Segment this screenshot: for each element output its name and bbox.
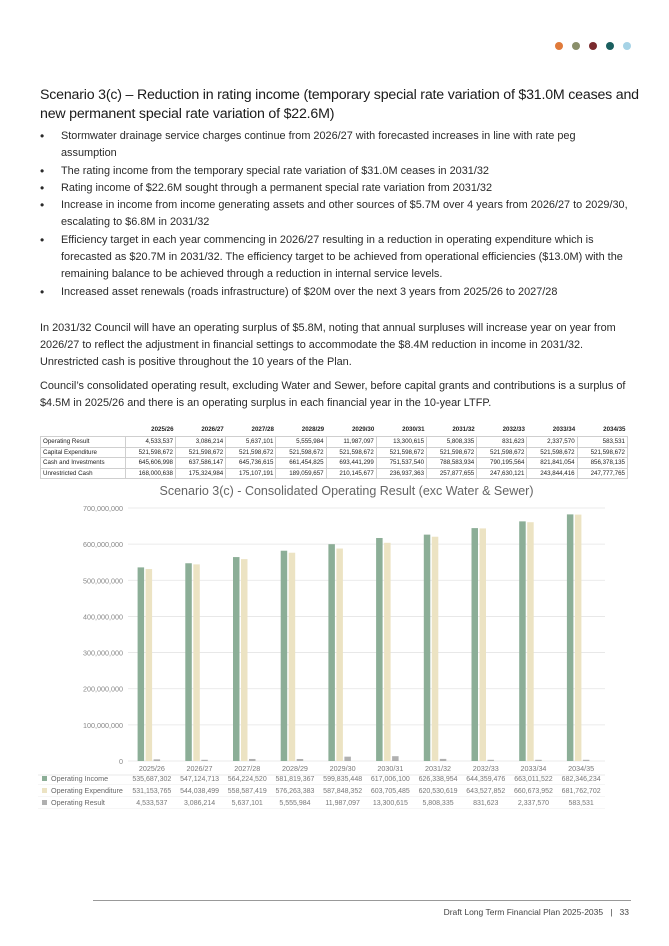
table-row xyxy=(41,437,628,448)
table-cell: 856,378,135 xyxy=(577,458,627,469)
bar-operating-result xyxy=(488,760,495,761)
legend-data-value: 599,835,448 xyxy=(323,776,363,783)
bar-operating-income xyxy=(233,557,240,761)
bar-operating-income xyxy=(185,563,192,761)
table-cell: 521,598,672 xyxy=(477,447,527,458)
table-cell: 189,059,657 xyxy=(276,468,326,479)
table-cell: 5,637,101 xyxy=(226,437,276,448)
bullet-item: • Stormwater drainage service charges continue from 2026/27 with forecasted increases in line with rate peg assumption xyxy=(40,128,630,163)
table-header-year: 2033/34 xyxy=(552,425,576,433)
x-tick-label: 2031/32 xyxy=(425,764,452,773)
bar-operating-result xyxy=(535,760,542,761)
x-tick-label: 2030/31 xyxy=(377,764,404,773)
bar-operating-income xyxy=(138,567,145,761)
table-header-year: 2034/35 xyxy=(603,425,626,433)
bar-operating-expenditure xyxy=(575,515,582,761)
page-footer xyxy=(444,907,629,917)
table-cell: 175,324,984 xyxy=(176,468,226,479)
bullet-item: • Increase in income from income generating assets and other sources of $5.7M over 4 years from 2026/27 to 2029/30, escalating to $6.8M in 2031/32 xyxy=(40,197,630,232)
table-cell: 13,300,615 xyxy=(376,437,426,448)
x-tick-label: 2028/29 xyxy=(281,764,308,773)
row-label: Unrestricted Cash xyxy=(41,468,126,479)
bar-operating-expenditure xyxy=(432,537,439,761)
bar-operating-income xyxy=(519,521,526,761)
chart-title: Scenario 3(c) - Consolidated Operating Result (exc Water & Sewer) xyxy=(159,484,534,498)
footer-doc-title: Draft Long Term Financial Plan 2025-2035 xyxy=(443,907,604,917)
y-tick-label: 400,000,000 xyxy=(83,612,123,622)
row-label: Operating Result xyxy=(41,437,126,448)
table-cell: 521,598,672 xyxy=(527,447,577,458)
legend-data-value: 620,530,619 xyxy=(418,788,458,795)
legend-data-value: 576,263,383 xyxy=(275,788,315,795)
table-cell: 790,195,564 xyxy=(477,458,527,469)
legend-data-value: 5,637,101 xyxy=(231,800,263,807)
table-header-year: 2028/29 xyxy=(301,425,325,433)
table-cell: 247,777,765 xyxy=(577,468,627,479)
legend-series-name: Operating Result xyxy=(51,798,105,807)
bar-operating-expenditure xyxy=(384,543,391,761)
table-row xyxy=(41,447,628,458)
table-cell: 788,583,934 xyxy=(427,458,477,469)
page-number: 33 xyxy=(619,907,629,917)
table-cell: 247,630,121 xyxy=(477,468,527,479)
x-tick-label: 2034/35 xyxy=(568,764,595,773)
bullet-list xyxy=(40,128,630,301)
footer-separator: | xyxy=(610,907,613,917)
y-tick-label: 100,000,000 xyxy=(83,720,123,730)
legend-key xyxy=(42,800,47,805)
footer-divider xyxy=(93,900,631,901)
table-header-year: 2027/28 xyxy=(251,425,274,433)
table-cell: 521,598,672 xyxy=(226,447,276,458)
legend-data-value: 644,359,476 xyxy=(466,776,506,783)
table-cell: 521,598,672 xyxy=(427,447,477,458)
table-cell: 2,337,570 xyxy=(527,437,577,448)
table-cell: 521,598,672 xyxy=(577,447,627,458)
legend-data-value: 558,587,419 xyxy=(227,788,267,795)
table-cell: 257,877,655 xyxy=(427,468,477,479)
legend-data-value: 5,555,984 xyxy=(279,800,311,807)
bar-operating-expenditure xyxy=(241,559,248,761)
table-cell: 693,441,299 xyxy=(326,458,376,469)
bar-operating-result xyxy=(344,757,351,761)
accent-dot xyxy=(555,42,563,50)
table-row xyxy=(41,468,628,479)
table-cell: 661,454,825 xyxy=(276,458,326,469)
y-tick-label: 600,000,000 xyxy=(83,540,123,550)
bar-operating-result xyxy=(583,760,590,761)
legend-data-value: 13,300,615 xyxy=(372,800,408,807)
y-tick-label: 500,000,000 xyxy=(83,576,123,586)
table-cell: 521,598,672 xyxy=(176,447,226,458)
table-header-year: 2025/26 xyxy=(151,425,174,433)
table-header-year: 2026/27 xyxy=(201,425,224,433)
y-tick-label: 0 xyxy=(119,757,123,766)
legend-data-value: 643,527,852 xyxy=(466,788,506,795)
legend-series-name: Operating Expenditure xyxy=(51,786,123,795)
table-header-year: 2032/33 xyxy=(502,425,525,433)
legend-data-value: 581,819,367 xyxy=(275,776,315,783)
legend-data-value: 587,848,352 xyxy=(323,788,363,795)
table-cell: 521,598,672 xyxy=(125,447,175,458)
table-cell: 583,531 xyxy=(577,437,627,448)
bar-operating-result xyxy=(297,759,304,761)
body-paragraph: In 2031/32 Council will have an operating surplus of $5.8M, noting that annual surpluses will increase year on year from 2026/27 to reflect the adjustment in financial settings to accommodate the $8.4M reduction in income in 2031/32. Unrestricted cash is positive throughout the 10 years of the Plan. xyxy=(40,322,616,368)
row-label: Capital Expenditure xyxy=(41,447,126,458)
bar-operating-income xyxy=(472,528,479,761)
table-cell: 5,808,335 xyxy=(427,437,477,448)
legend-data-value: 681,762,702 xyxy=(561,788,601,795)
legend-data-value: 663,011,522 xyxy=(514,776,553,783)
table-cell: 637,586,147 xyxy=(176,458,226,469)
financial-summary-table xyxy=(40,422,628,479)
legend-series-name: Operating Income xyxy=(51,774,109,783)
bar-operating-result xyxy=(440,759,447,761)
x-tick-label: 2033/34 xyxy=(520,764,547,773)
x-tick-label: 2027/28 xyxy=(234,764,261,773)
legend-data-value: 535,687,302 xyxy=(132,776,172,783)
table-header-year: 2030/31 xyxy=(402,425,425,433)
bar-operating-expenditure xyxy=(193,564,200,761)
table-cell: 5,555,984 xyxy=(276,437,326,448)
legend-data-value: 626,338,954 xyxy=(418,776,458,783)
table-cell: 831,623 xyxy=(477,437,527,448)
legend-data-value: 5,808,335 xyxy=(422,800,454,807)
legend-data-value: 2,337,570 xyxy=(517,800,550,807)
y-tick-label: 700,000,000 xyxy=(83,504,123,513)
legend-data-value: 3,086,214 xyxy=(183,800,216,807)
table-cell: 821,841,054 xyxy=(527,458,577,469)
legend-key xyxy=(42,776,47,781)
table-row xyxy=(41,458,628,469)
section-heading: Scenario 3(c) – Reduction in rating income (temporary special rate variation of $31.0M ceases and new permanent special rate variation of $22.6M) xyxy=(40,87,639,122)
table-cell: 645,606,998 xyxy=(125,458,175,469)
legend-data-value: 617,006,100 xyxy=(370,776,410,783)
bar-operating-expenditure xyxy=(527,522,534,761)
table-cell: 11,987,097 xyxy=(326,437,376,448)
bar-operating-result xyxy=(392,756,399,761)
table-cell: 4,533,537 xyxy=(125,437,175,448)
legend-data-value: 682,346,234 xyxy=(561,776,601,783)
bar-operating-income xyxy=(567,514,574,761)
legend-data-value: 547,124,713 xyxy=(180,776,220,783)
table-cell: 243,844,416 xyxy=(527,468,577,479)
row-label: Cash and Investments xyxy=(41,458,126,469)
table-cell: 3,086,214 xyxy=(176,437,226,448)
table-cell: 521,598,672 xyxy=(376,447,426,458)
table-cell: 210,145,677 xyxy=(326,468,376,479)
legend-data-value: 583,531 xyxy=(568,800,594,807)
bar-operating-expenditure xyxy=(289,553,296,761)
bar-operating-expenditure xyxy=(336,549,343,761)
legend-data-value: 11,987,097 xyxy=(325,800,360,807)
legend-data-value: 4,533,537 xyxy=(136,800,168,807)
accent-dot xyxy=(589,42,597,50)
table-header-year: 2031/32 xyxy=(452,425,475,433)
bullet-item: • Efficiency target in each year commencing in 2026/27 resulting in a reduction in operating expenditure which is forecasted as $20.7M in 2031/32. The efficiency target to be achieved from operational efficiencies ($13.0M) with the remaining balance to be achieved through a reduction in internal service levels. xyxy=(40,232,630,284)
legend-data-value: 564,224,520 xyxy=(227,776,267,783)
bar-operating-income xyxy=(376,538,383,761)
bullet-item: • Rating income of $22.6M sought through a permanent special rate variation from 2031/32 xyxy=(40,180,630,197)
table-cell: 521,598,672 xyxy=(276,447,326,458)
table-header-blank xyxy=(41,422,126,437)
accent-dot xyxy=(623,42,631,50)
table-cell: 175,107,191 xyxy=(226,468,276,479)
x-tick-label: 2032/33 xyxy=(472,764,499,773)
legend-data-value: 603,705,485 xyxy=(370,788,410,795)
accent-dot xyxy=(572,42,580,50)
bar-operating-income xyxy=(424,535,431,761)
x-tick-label: 2026/27 xyxy=(186,764,213,773)
y-tick-label: 300,000,000 xyxy=(83,648,123,658)
bar-operating-income xyxy=(328,544,335,761)
table-cell: 168,000,638 xyxy=(125,468,175,479)
bar-operating-result xyxy=(154,759,161,761)
x-tick-label: 2029/30 xyxy=(329,764,356,773)
accent-dot xyxy=(606,42,614,50)
accent-dots xyxy=(555,42,631,50)
legend-data-value: 544,038,499 xyxy=(180,788,220,795)
body-paragraph: Council’s consolidated operating result, excluding Water and Sewer, before capital grants and contributions is a surplus of $4.5M in 2025/26 and there is an operating surplus in each financial year in the 10-year LTFP. xyxy=(40,380,626,409)
bar-operating-expenditure xyxy=(480,528,487,761)
bullet-item: • The rating income from the temporary special rate variation of $31.0M ceases in 2031/32 xyxy=(40,163,630,180)
bullet-item: • Increased asset renewals (roads infrastructure) of $20M over the next 3 years from 2025/26 to 2027/28 xyxy=(40,284,630,301)
bar-operating-result xyxy=(249,759,256,761)
operating-result-chart xyxy=(30,478,612,818)
legend-key xyxy=(42,788,47,793)
table-header-year: 2029/30 xyxy=(351,425,375,433)
bar-operating-result xyxy=(201,760,208,761)
y-tick-label: 200,000,000 xyxy=(83,684,123,694)
table-header-row xyxy=(41,422,628,437)
table-cell: 236,937,363 xyxy=(376,468,426,479)
x-tick-label: 2025/26 xyxy=(138,764,165,773)
table-cell: 645,736,615 xyxy=(226,458,276,469)
legend-data-value: 831,623 xyxy=(473,800,499,807)
table-cell: 521,598,672 xyxy=(326,447,376,458)
legend-data-value: 531,153,765 xyxy=(132,788,172,795)
legend-data-value: 660,673,952 xyxy=(513,788,553,795)
bar-operating-income xyxy=(281,551,288,761)
table-cell: 751,537,540 xyxy=(376,458,426,469)
bar-operating-expenditure xyxy=(146,569,153,761)
